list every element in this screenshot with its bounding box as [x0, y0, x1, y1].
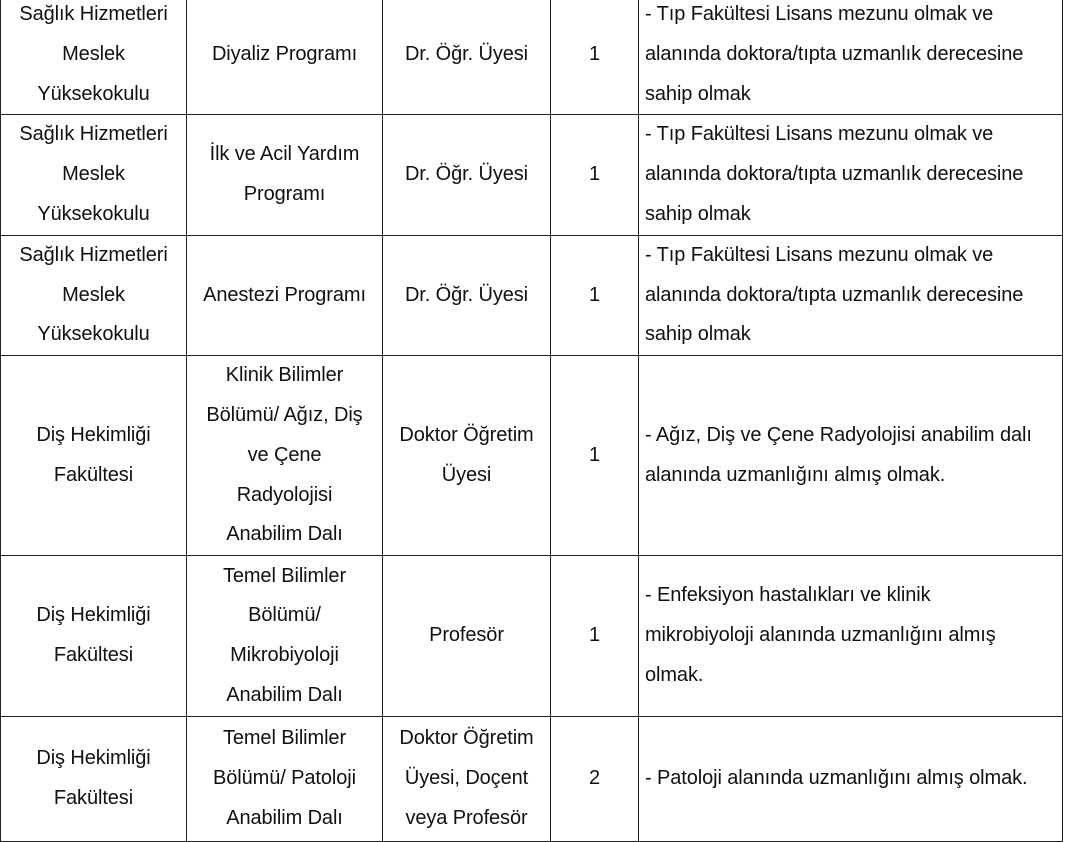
title-line: Dr. Öğr. Üyesi [404, 283, 529, 306]
requirement-line: - Ağız, Diş ve Çene Radyolojisi anabilim dalı [645, 423, 1032, 446]
count-cell: 1 [551, 115, 639, 235]
unit-line: Fakültesi [53, 644, 134, 667]
requirement-line: - Tıp Fakültesi Lisans mezunu olmak ve [645, 3, 994, 25]
title-cell [383, 556, 551, 717]
requirement-cell [639, 235, 1063, 355]
department-line: Anestezi Programı [203, 283, 366, 306]
title-line: veya Profesör [405, 807, 528, 830]
requirement-line: alanında doktora/tıpta uzmanlık derecesine [645, 283, 1024, 306]
requirement-line: alanında doktora/tıpta uzmanlık derecesine [645, 163, 1024, 186]
title-line: Doktor Öğretim [399, 727, 534, 750]
table-row [1, 235, 1063, 355]
title-line: Üyesi [441, 463, 492, 486]
title-cell [383, 0, 551, 115]
department-line: Anabilim Dalı [226, 523, 343, 546]
requirement-cell [639, 115, 1063, 235]
unit-line: Yüksekokulu [37, 82, 150, 105]
count-cell: 1 [551, 0, 639, 115]
title-cell [383, 115, 551, 235]
requirement-line: sahip olmak [645, 82, 751, 105]
table-row [1, 0, 1063, 115]
department-line: ve Çene [247, 443, 322, 466]
table-row [1, 556, 1063, 717]
count-cell: 1 [551, 356, 639, 556]
department-cell [187, 356, 383, 556]
requirement-line: sahip olmak [645, 202, 751, 225]
title-cell [383, 235, 551, 355]
department-line: Programı [243, 183, 326, 206]
requirement-line: sahip olmak [645, 323, 751, 346]
unit-line: Meslek [62, 163, 125, 186]
count-cell: 2 [551, 717, 639, 842]
unit-line: Meslek [62, 283, 125, 306]
title-cell [383, 356, 551, 556]
department-cell [187, 717, 383, 842]
requirement-line: alanında uzmanlığını almış olmak. [645, 463, 946, 486]
department-line: İlk ve Acil Yardım [209, 143, 360, 166]
title-line: Profesör [429, 624, 504, 647]
department-line: Diyaliz Programı [211, 42, 358, 65]
requirement-line: alanında doktora/tıpta uzmanlık derecesine [645, 42, 1024, 65]
unit-cell [1, 717, 187, 842]
unit-cell [1, 356, 187, 556]
title-line: Dr. Öğr. Üyesi [404, 42, 529, 65]
requirement-line: - Tıp Fakültesi Lisans mezunu olmak ve [645, 243, 994, 266]
table-row [1, 356, 1063, 556]
requirement-line: - Tıp Fakültesi Lisans mezunu olmak ve [645, 123, 994, 146]
requirement-line: - Enfeksiyon hastalıkları ve klinik [645, 584, 931, 607]
unit-line: Sağlık Hizmetleri [19, 243, 168, 266]
unit-line: Diş Hekimliği [36, 747, 151, 770]
requirement-cell [639, 556, 1063, 717]
unit-line: Fakültesi [53, 463, 134, 486]
title-cell [383, 717, 551, 842]
unit-line: Diş Hekimliği [36, 604, 151, 627]
unit-line: Diş Hekimliği [36, 423, 151, 446]
table-row [1, 717, 1063, 842]
title-line: Doktor Öğretim [399, 423, 534, 446]
unit-line: Sağlık Hizmetleri [19, 3, 168, 25]
unit-line: Sağlık Hizmetleri [19, 123, 168, 146]
department-line: Anabilim Dalı [226, 807, 343, 830]
department-cell [187, 115, 383, 235]
table-row [1, 115, 1063, 235]
requirement-line: - Patoloji alanında uzmanlığını almış olmak. [645, 767, 1028, 790]
count-cell: 1 [551, 556, 639, 717]
department-line: Bölümü/ Ağız, Diş [206, 403, 363, 426]
department-cell [187, 556, 383, 717]
department-line: Mikrobiyoloji [230, 644, 339, 667]
unit-line: Meslek [62, 42, 125, 65]
department-line: Anabilim Dalı [226, 683, 343, 706]
department-line: Temel Bilimler [222, 564, 347, 587]
unit-line: Yüksekokulu [37, 323, 150, 346]
title-line: Üyesi, Doçent [404, 767, 529, 790]
unit-cell [1, 235, 187, 355]
unit-cell [1, 115, 187, 235]
department-line: Temel Bilimler [222, 727, 347, 750]
requirement-cell [639, 356, 1063, 556]
unit-cell [1, 556, 187, 717]
requirement-cell [639, 0, 1063, 115]
department-cell [187, 0, 383, 115]
requirement-line: mikrobiyoloji alanında uzmanlığını almış [645, 624, 996, 647]
unit-line: Fakültesi [53, 787, 134, 810]
department-line: Klinik Bilimler [225, 364, 344, 387]
title-line: Dr. Öğr. Üyesi [404, 163, 529, 186]
department-cell [187, 235, 383, 355]
requirement-line: olmak. [645, 664, 704, 687]
department-line: Bölümü/ Patoloji [213, 767, 356, 790]
department-line: Bölümü/ [248, 604, 321, 627]
unit-cell [1, 0, 187, 115]
requirement-cell [639, 717, 1063, 842]
department-line: Radyolojisi [236, 483, 333, 506]
count-cell: 1 [551, 235, 639, 355]
unit-line: Yüksekokulu [37, 202, 150, 225]
